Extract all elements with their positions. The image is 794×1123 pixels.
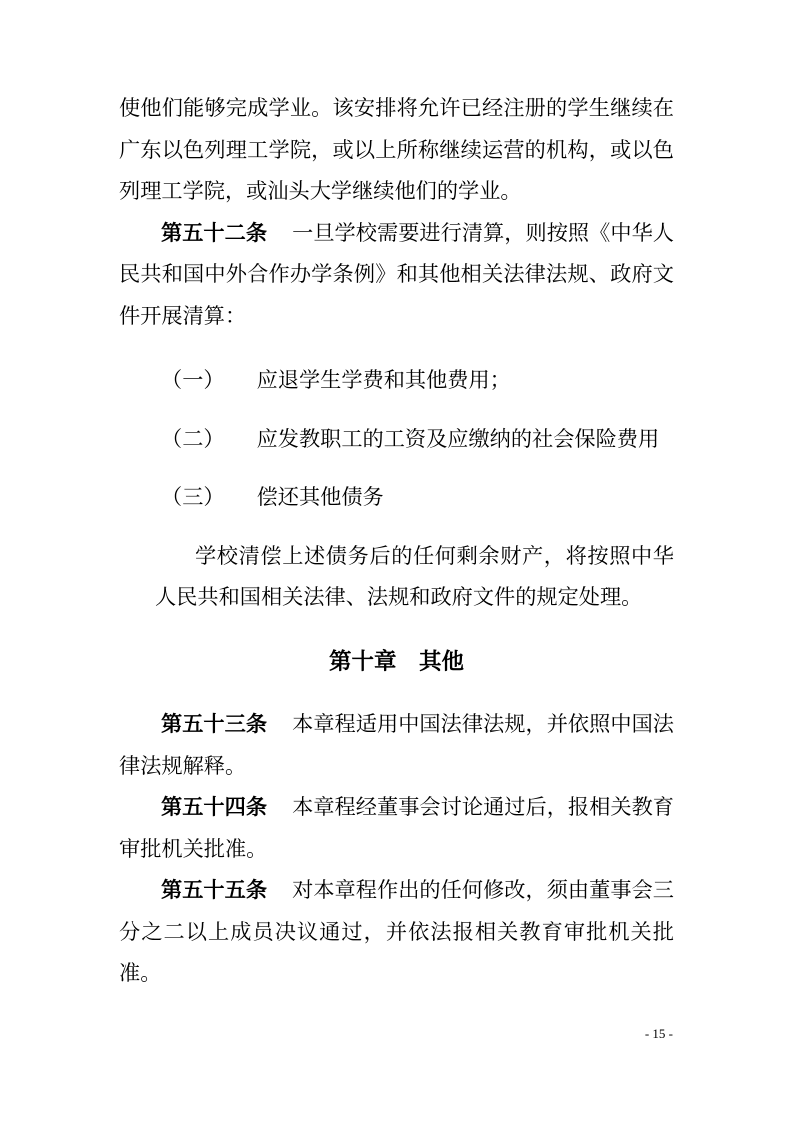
- page-footer: [645, 1026, 673, 1042]
- text-line: 律法规解释。: [119, 753, 247, 778]
- text-line: [119, 787, 674, 829]
- list-item: [119, 477, 674, 519]
- article-paragraph: [119, 870, 674, 995]
- article-number-label: 第五十三条: [161, 712, 268, 736]
- text-line: 件开展清算：: [119, 303, 247, 328]
- article-first-line-text: 一旦学校需要进行清算，则按照《中华人: [292, 220, 674, 245]
- list-item: [119, 360, 674, 402]
- list-item: [119, 419, 674, 461]
- article-first-line-text: 本章程适用中国法律法规，并依照中国法: [292, 712, 674, 736]
- text-line: 分之二以上成员决议通过，并依法报相关教育审批机关批: [119, 919, 674, 944]
- text-line: [119, 704, 674, 746]
- article-first-line-text: 本章程经董事会讨论通过后，报相关教育: [292, 795, 674, 819]
- list-marker: （三）: [161, 485, 225, 509]
- text-line: 列理工学院，或汕头大学继续他们的学业。: [119, 179, 522, 203]
- text-line: 使他们能够完成学业。该安排将允许已经注册的学生继续在: [119, 96, 674, 120]
- page-number: - 15 -: [644, 1026, 673, 1041]
- text-line: 审批机关批准。: [119, 836, 268, 861]
- paragraph: [119, 88, 674, 213]
- text-line: 广东以色列理工学院，或以上所称继续运营的机构，或以色: [119, 137, 674, 162]
- document-body: [119, 88, 674, 995]
- article-number-label: 第五十五条: [161, 878, 268, 902]
- text-line: [119, 870, 674, 912]
- text-line: [119, 213, 674, 255]
- text-line: 学校清偿上述债务后的任何剩余财产，将按照中华: [195, 543, 674, 568]
- article-first-line-text: 对本章程作出的任何修改，须由董事会三: [292, 878, 674, 902]
- list-item-text: 应退学生学费和其他费用；: [256, 368, 511, 392]
- article-number-label: 第五十二条: [161, 220, 268, 245]
- article-number-label: 第五十四条: [161, 795, 268, 819]
- article-paragraph: [119, 787, 674, 870]
- list-item-text: 偿还其他债务: [256, 485, 384, 509]
- article-paragraph: [119, 704, 674, 787]
- list-marker: （二）: [161, 426, 225, 451]
- text-line: 民共和国中外合作办学条例》和其他相关法律法规、政府文: [119, 262, 674, 286]
- text-line: 人民共和国相关法律、法规和政府文件的规定处理。: [155, 585, 643, 609]
- article-paragraph: [119, 213, 674, 338]
- indented-paragraph: [155, 536, 674, 619]
- chapter-heading: 第十章 其他: [328, 648, 464, 674]
- list-marker: （一）: [161, 368, 225, 392]
- text-line: 准。: [119, 961, 162, 985]
- list-item-text: 应发教职工的工资及应缴纳的社会保险费用: [256, 426, 660, 451]
